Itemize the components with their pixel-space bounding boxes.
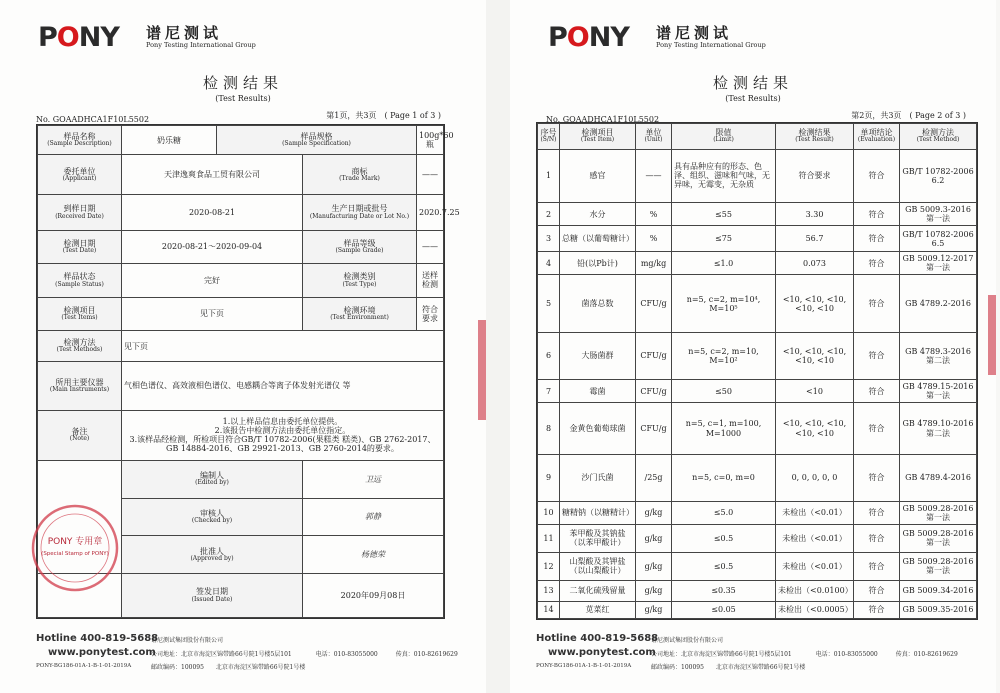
field-label: 委托单位 (Applicant)	[38, 155, 122, 195]
cell-method: GB 5009.28-2016 第一法	[900, 525, 977, 553]
cell-method: GB/T 10782-2006 6.2	[900, 149, 977, 202]
issued-label: 签发日期 (Issued Date)	[122, 573, 303, 617]
cell-method: GB 4789.3-2016 第二法	[900, 333, 977, 380]
cell-sn: 2	[538, 202, 560, 225]
cell-eval: 符合	[854, 202, 900, 225]
cell-result: <10, <10, <10, <10, <10	[776, 275, 854, 333]
logo-letter: N	[78, 22, 101, 53]
logo-word	[548, 22, 629, 53]
field-label: 样品规格 (Sample Specification)	[217, 126, 417, 155]
issued-date: 2020年09月08日	[303, 573, 444, 617]
report-page-2	[510, 0, 996, 693]
page-number-cn: 第1页，共3页	[326, 111, 377, 120]
cell-sn: 14	[538, 601, 560, 618]
cell-item: 感官	[560, 149, 636, 202]
page-number	[851, 110, 966, 121]
cell-item: 大肠菌群	[560, 333, 636, 380]
cell-eval: 符合	[854, 403, 900, 454]
cell-limit: ≤0.35	[672, 580, 776, 601]
company-postcode: 邮政编码：100095 北京市海淀区锦带路66号院1号楼	[151, 664, 306, 671]
field-label: 检测环境 (Test Environment)	[303, 297, 417, 330]
field-value: 2020-08-21～2020-09-04	[122, 230, 303, 263]
cell-result: 未检出（<0.01）	[776, 525, 854, 553]
cell-method: GB 4789.15-2016 第一法	[900, 379, 977, 402]
field-value: 完好	[122, 264, 303, 297]
report-title: 检测结果	[712, 74, 793, 92]
page-number	[326, 110, 441, 121]
cell-unit: CFU/g	[636, 403, 672, 454]
cell-eval: 符合	[854, 379, 900, 402]
cell-method: GB 5009.28-2016 第一法	[900, 501, 977, 524]
cell-result: 3.30	[776, 202, 854, 225]
page-number-cn: 第2页，共3页	[851, 111, 902, 120]
table-row	[38, 331, 444, 362]
report-title: 检测结果	[202, 74, 283, 92]
cell-unit: g/kg	[636, 501, 672, 524]
field-label: 到样日期 (Received Date)	[38, 195, 122, 231]
signature-checked: 郭静	[303, 498, 444, 536]
column-header: 检测方法 (Test Method)	[900, 124, 977, 150]
cell-limit: n=5, c=2, m=10⁴, M=10⁵	[672, 275, 776, 333]
logo-letter: Y	[100, 22, 119, 53]
cell-sn: 7	[538, 379, 560, 402]
table-row	[38, 126, 444, 155]
cell-eval: 符合	[854, 552, 900, 580]
cell-limit: ≤0.05	[672, 601, 776, 618]
field-value: 2020.7.25	[417, 195, 444, 231]
cell-eval: 符合	[854, 501, 900, 524]
cell-result: <10, <10, <10, <10, <10	[776, 403, 854, 454]
hotline: Hotline 400-819-5688	[36, 633, 159, 644]
table-row	[538, 454, 977, 501]
form-code: PONY-BG186-01A-1-B-1-01-2019A	[536, 663, 632, 669]
report-subtitle: (Test Results)	[215, 94, 271, 103]
company-postcode: 邮政编码：100095 北京市海淀区锦带路66号院1号楼	[651, 664, 806, 671]
cell-method: GB 4789.2-2016	[900, 275, 977, 333]
field-label: 备注 (Note)	[38, 410, 122, 460]
field-label: 生产日期或批号 (Manufacturing Date or Lot No.)	[303, 195, 417, 231]
logo-english: Pony Testing International Group	[656, 41, 766, 49]
field-label: 检测项目 (Test Items)	[38, 297, 122, 330]
column-header: 单位 (Unit)	[636, 124, 672, 150]
logo-english: Pony Testing International Group	[146, 41, 256, 49]
cell-limit: ≤5.0	[672, 501, 776, 524]
cell-unit: CFU/g	[636, 333, 672, 380]
cell-limit: n=5, c=0, m=0	[672, 454, 776, 501]
field-label: 检测方法 (Test Methods)	[38, 331, 122, 362]
field-label: 所用主要仪器 (Main Instruments)	[38, 362, 122, 410]
field-value: ——	[417, 230, 444, 263]
field-value: 符合要求	[417, 297, 444, 330]
table-row	[538, 202, 977, 225]
column-header: 序号 (S/N)	[538, 124, 560, 150]
cell-sn: 12	[538, 552, 560, 580]
cell-item: 苯甲酸及其钠盐（以苯甲酸计）	[560, 525, 636, 553]
cell-method: GB 4789.10-2016 第二法	[900, 403, 977, 454]
website: www.ponytest.com	[48, 647, 156, 658]
cell-limit: ≤0.5	[672, 552, 776, 580]
page-gap	[486, 0, 510, 693]
cell-sn: 9	[538, 454, 560, 501]
signature-label: 批准人 (Approved by)	[122, 536, 303, 574]
table-row	[38, 460, 444, 498]
company-stamp-icon	[30, 503, 120, 593]
cell-limit: ≤55	[672, 202, 776, 225]
logo-word	[38, 22, 119, 53]
cell-unit: g/kg	[636, 552, 672, 580]
cell-eval: 符合	[854, 226, 900, 252]
table-row	[38, 230, 444, 263]
cell-unit: %	[636, 226, 672, 252]
table-header-row	[538, 124, 977, 150]
table-row	[538, 525, 977, 553]
cell-sn: 6	[538, 333, 560, 380]
stamp-text: PONY 专用章	[47, 537, 103, 547]
logo-letter: P	[548, 22, 567, 53]
cell-sn: 5	[538, 275, 560, 333]
cell-unit: ——	[636, 149, 672, 202]
table-row	[38, 264, 444, 297]
cell-eval: 符合	[854, 525, 900, 553]
cell-result: 未检出（<0.01）	[776, 501, 854, 524]
table-row	[538, 226, 977, 252]
cell-item: 二氧化硫残留量	[560, 580, 636, 601]
test-results-table	[536, 122, 978, 620]
field-value: 气相色谱仪、高效液相色谱仪、电感耦合等离子体发射光谱仪 等	[122, 362, 444, 410]
column-header: 限值 (Limit)	[672, 124, 776, 150]
cell-item: 菌落总数	[560, 275, 636, 333]
cell-unit: %	[636, 202, 672, 225]
signature-edited: 卫远	[303, 460, 444, 498]
cell-eval: 符合	[854, 149, 900, 202]
stamp-subtext: (Special Stamp of PONY)	[41, 551, 109, 557]
cell-unit: /25g	[636, 454, 672, 501]
field-label: 检测日期 (Test Date)	[38, 230, 122, 263]
cell-eval: 符合	[854, 601, 900, 618]
cell-sn: 11	[538, 525, 560, 553]
column-header: 单项结论 (Evaluation)	[854, 124, 900, 150]
cell-item: 糖精钠（以糖精计）	[560, 501, 636, 524]
cell-unit: mg/kg	[636, 251, 672, 274]
field-label: 商标 (Trade Mark)	[303, 155, 417, 195]
cell-eval: 符合	[854, 454, 900, 501]
hotline: Hotline 400-819-5688	[536, 633, 659, 644]
cell-sn: 1	[538, 149, 560, 202]
cell-limit: ≤50	[672, 379, 776, 402]
cell-result: 56.7	[776, 226, 854, 252]
table-row	[538, 251, 977, 274]
cell-sn: 8	[538, 403, 560, 454]
cell-result: 0, 0, 0, 0, 0	[776, 454, 854, 501]
logo-letter: Y	[610, 22, 629, 53]
table-row	[38, 362, 444, 410]
field-value: 2020-08-21	[122, 195, 303, 231]
report-number: No. GOAADHCA1F10L5502	[36, 115, 150, 124]
cell-item: 山梨酸及其钾盐（以山梨酸计）	[560, 552, 636, 580]
cell-unit: CFU/g	[636, 379, 672, 402]
website: www.ponytest.com	[548, 647, 656, 658]
table-row	[538, 580, 977, 601]
table-row	[38, 410, 444, 460]
field-value: 见下页	[122, 331, 444, 362]
cell-method: GB 4789.4-2016	[900, 454, 977, 501]
table-row	[538, 552, 977, 580]
table-row	[538, 403, 977, 454]
cell-method: GB 5009.34-2016	[900, 580, 977, 601]
cell-limit: 具有品种应有的形态、色泽、组织、滋味和气味，无异味，无霉变，无杂质	[672, 149, 776, 202]
remark-line: 1.以上样品信息由委托单位提供。	[222, 416, 343, 426]
table-row	[538, 275, 977, 333]
cell-eval: 符合	[854, 251, 900, 274]
table-row	[538, 601, 977, 618]
cell-method: GB 5009.12-2017 第一法	[900, 251, 977, 274]
cell-limit: ≤0.5	[672, 525, 776, 553]
cell-sn: 3	[538, 226, 560, 252]
table-row	[538, 501, 977, 524]
company-name: 谱尼测试集团股份有限公司	[651, 637, 724, 644]
cell-result: 未检出（<0.0100）	[776, 580, 854, 601]
remark-text	[122, 410, 444, 460]
table-row	[538, 333, 977, 380]
logo-chinese: 谱尼测试	[146, 24, 223, 42]
field-value: 100g*60瓶	[417, 126, 444, 155]
cell-result: 0.073	[776, 251, 854, 274]
cell-item: 铅(以Pb计)	[560, 251, 636, 274]
table-row	[38, 297, 444, 330]
cell-method: GB 5009.35-2016	[900, 601, 977, 618]
logo-letter: O	[566, 22, 589, 53]
report-subtitle: (Test Results)	[725, 94, 781, 103]
field-value: 奶乐糖	[122, 126, 217, 155]
cell-item: 水分	[560, 202, 636, 225]
logo-chinese: 谱尼测试	[656, 24, 733, 42]
signature-approved: 杨德荣	[303, 536, 444, 574]
field-label: 检测类别 (Test Type)	[303, 264, 417, 297]
signature-label: 编制人 (Edited by)	[122, 460, 303, 498]
seal-edge-mark	[478, 320, 486, 420]
cell-unit: g/kg	[636, 525, 672, 553]
cell-result: <10, <10, <10, <10, <10	[776, 333, 854, 380]
cell-item: 金黄色葡萄球菌	[560, 403, 636, 454]
cell-limit: n=5, c=2, m=10, M=10²	[672, 333, 776, 380]
logo-letter: N	[588, 22, 611, 53]
table-row	[538, 149, 977, 202]
cell-unit: CFU/g	[636, 275, 672, 333]
cell-eval: 符合	[854, 580, 900, 601]
form-code: PONY-BG186-01A-1-B-1-01-2019A	[36, 663, 132, 669]
remark-line: 2.该报告中检测方法由委托单位指定。	[214, 426, 351, 436]
column-header: 检测结果 (Test Result)	[776, 124, 854, 150]
cell-unit: g/kg	[636, 580, 672, 601]
cell-method: GB/T 10782-2006 6.5	[900, 226, 977, 252]
cell-result: 未检出（<0.0005）	[776, 601, 854, 618]
table-row	[38, 195, 444, 231]
field-label: 样品状态 (Sample Status)	[38, 264, 122, 297]
cell-limit: ≤1.0	[672, 251, 776, 274]
cell-limit: ≤75	[672, 226, 776, 252]
cell-sn: 4	[538, 251, 560, 274]
logo-letter: P	[38, 22, 57, 53]
company-address: 公司地址：北京市海淀区锦带路66号院1号楼5层101 电话：010-83055000 传真：010-82619629	[151, 651, 458, 658]
cell-result: 未检出（<0.01）	[776, 552, 854, 580]
remark-line: 3.该样品经检测，所检项目符合GB/T 10782-2006(果糕类 糕类)、GB 2762-2017、GB 14884-2016、GB 29921-2013、GB 2760-2014的要求。	[129, 435, 436, 454]
report-page-1	[0, 0, 486, 693]
field-value: 见下页	[122, 297, 303, 330]
cell-unit: g/kg	[636, 601, 672, 618]
report-number: No. GOAADHCA1F10L5502	[546, 115, 660, 124]
field-label: 样品等级 (Sample Grade)	[303, 230, 417, 263]
page-number-en: ( Page 2 of 3 )	[909, 111, 966, 120]
cell-eval: 符合	[854, 333, 900, 380]
seal-edge-mark	[988, 295, 996, 375]
cell-sn: 13	[538, 580, 560, 601]
page-number-en: ( Page 1 of 3 )	[384, 111, 441, 120]
field-value: 送样检测	[417, 264, 444, 297]
cell-result: <10	[776, 379, 854, 402]
company-address: 公司地址：北京市海淀区锦带路66号院1号楼5层101 电话：010-83055000 传真：010-82619629	[651, 651, 958, 658]
field-label: 样品名称 (Sample Description)	[38, 126, 122, 155]
cell-method: GB 5009.28-2016 第一法	[900, 552, 977, 580]
company-name: 谱尼测试集团股份有限公司	[151, 637, 224, 644]
cell-result: 符合要求	[776, 149, 854, 202]
field-value: 天津逸爽食品工贸有限公司	[122, 155, 303, 195]
cell-item: 总糖（以葡萄糖计）	[560, 226, 636, 252]
field-value: ——	[417, 155, 444, 195]
cell-sn: 10	[538, 501, 560, 524]
cell-item: 沙门氏菌	[560, 454, 636, 501]
table-row	[538, 379, 977, 402]
signature-label: 审核人 (Checked by)	[122, 498, 303, 536]
logo-letter: O	[56, 22, 79, 53]
cell-limit: n=5, c=1, m=100, M=1000	[672, 403, 776, 454]
cell-item: 苋菜红	[560, 601, 636, 618]
column-header: 检测项目 (Test Item)	[560, 124, 636, 150]
cell-eval: 符合	[854, 275, 900, 333]
table-row	[38, 155, 444, 195]
cell-item: 霉菌	[560, 379, 636, 402]
cell-method: GB 5009.3-2016 第一法	[900, 202, 977, 225]
